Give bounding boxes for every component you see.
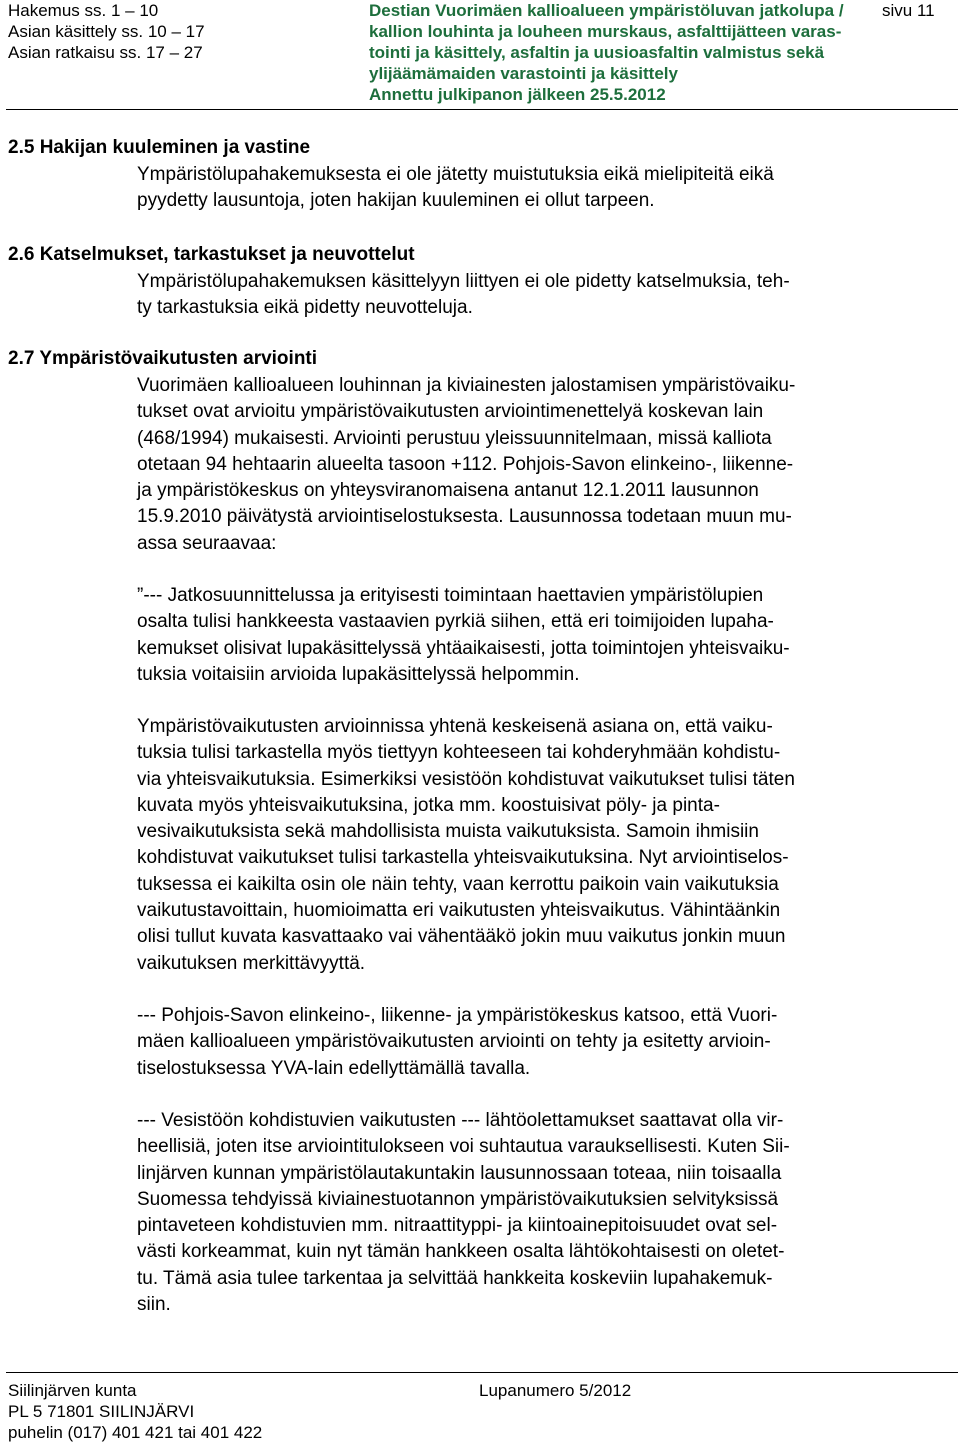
- text-line: pintaveteen kohdistuvien mm. nitraattityppi- ja kiintoainepitoisuudet ovat sel-: [137, 1215, 778, 1237]
- header-index-line: Asian ratkaisu ss. 17 – 27: [8, 43, 203, 62]
- text-line: Suomessa tehdyissä kiviainestuotannon ympäristövaikutuksien selvityksissä: [137, 1188, 779, 1210]
- header-title-line: Destian Vuorimäen kallioalueen ympäristöluvan jatkolupa /: [369, 1, 844, 20]
- footer-line: Siilinjärven kunta: [8, 1381, 137, 1400]
- text-line: via yhteisvaikutuksia. Esimerkiksi vesistöön kohdistuvat vaikutukset tulisi täten: [137, 768, 795, 790]
- text-line: heellisiä, joten itse arviointitulokseen voi suhtautua varauksellisesti. Kuten Sii-: [137, 1136, 790, 1158]
- text-line: vesivaikutuksista sekä mahdollisista muista vaikutuksista. Samoin ihmisiin: [137, 821, 759, 843]
- header-title-line: tointi ja käsittely, asfaltin ja uusioasfaltin valmistus sekä: [369, 43, 825, 62]
- text-line: ”--- Jatkosuunnittelussa ja erityisesti toimintaan haettavien ympäristölupien: [137, 585, 764, 606]
- text-line: västi korkeammat, kuin nyt tämän hankkeen osalta lähtökohtaisesti on oletet-: [137, 1241, 785, 1263]
- header-title-line: kallion louhinta ja louheen murskaus, asfalttijätteen varas-: [369, 22, 842, 41]
- text-line: tuksessa ei kaikilta osin ole näin tehty, vaan kerrottu paikoin vain vaikutuksia: [137, 873, 779, 895]
- section-body-2-5: [137, 162, 927, 215]
- header-divider: [6, 109, 958, 110]
- header-index-line: Hakemus ss. 1 – 10: [8, 1, 159, 20]
- quote-paragraph-1: [137, 583, 927, 688]
- header-index-line: Asian käsittely ss. 10 – 17: [8, 22, 205, 41]
- text-line: otetaan 94 hehtaarin alueelta tasoon +112. Pohjois-Savon elinkeino-, liikenne-: [137, 453, 794, 475]
- section-heading-2-6: 2.6 Katselmukset, tarkastukset ja neuvottelut: [8, 244, 415, 265]
- section-body-2-7: [137, 373, 927, 557]
- quote-paragraph-2: [137, 714, 927, 977]
- text-line: assa seuraavaa:: [137, 532, 277, 554]
- section-heading-2-5: 2.5 Hakijan kuuleminen ja vastine: [8, 137, 311, 158]
- header-document-title: [369, 0, 869, 105]
- text-line: --- Pohjois-Savon elinkeino-, liikenne- ja ympäristökeskus katsoo, että Vuori-: [137, 1005, 778, 1026]
- footer-permit-number: Lupanumero 5/2012: [479, 1381, 632, 1400]
- text-line: tu. Tämä asia tulee tarkentaa ja selvittää hankkeita koskeviin lupahakemuk-: [137, 1267, 773, 1289]
- header-title-line: ylijäämämaiden varastointi ja käsittely: [369, 64, 678, 83]
- text-line: Ympäristövaikutusten arvioinnissa yhtenä keskeisenä asiana on, että vaiku-: [137, 716, 773, 737]
- text-line: 15.9.2010 päivätystä arviointiselostuksesta. Lausunnossa todetaan muun mu-: [137, 506, 792, 528]
- footer-line: PL 5 71801 SIILINJÄRVI: [8, 1402, 195, 1421]
- text-line: tiselostuksessa YVA-lain edellyttämällä tavalla.: [137, 1057, 531, 1079]
- text-line: osalta tulisi hankkeesta vastaavien pyrkiä siihen, että eri toimijoiden lupaha-: [137, 611, 774, 633]
- text-line: mäen kallioalueen ympäristövaikutusten arviointi on tehty ja esitetty arvioin-: [137, 1031, 771, 1053]
- quote-paragraph-3: [137, 1003, 927, 1082]
- text-line: Ympäristölupahakemuksesta ei ole jätetty muistutuksia eikä mielipiteitä eikä: [137, 164, 774, 185]
- text-line: (468/1994) mukaisesti. Arviointi perustuu yleissuunnitelmaan, missä kalliota: [137, 427, 772, 449]
- text-line: Vuorimäen kallioalueen louhinnan ja kiviainesten jalostamisen ympäristövaiku-: [137, 375, 796, 396]
- text-line: ty tarkastuksia eikä pidetty neuvotteluja.: [137, 297, 473, 319]
- quote-paragraph-4: [137, 1108, 927, 1318]
- text-line: pyydetty lausuntoja, joten hakijan kuuleminen ei ollut tarpeen.: [137, 190, 655, 212]
- text-line: kohdistuvat vaikutukset tulisi tarkastella yhteisvaikutuksina. Nyt arviointiselos-: [137, 847, 789, 869]
- text-line: tuksia voitaisiin arvioida lupakäsittelyssä helpommin.: [137, 663, 580, 685]
- text-line: siin.: [137, 1294, 171, 1316]
- text-line: linjärven kunnan ympäristölautakuntakin lausunnossaan toteaa, niin toisaalla: [137, 1162, 782, 1184]
- text-line: kemukset olisivat lupakäsittelyssä yhtäaikaisesti, jotta toimintojen yhteisvaiku-: [137, 637, 790, 659]
- text-line: vaikutustavoittain, huomioimatta eri vaikutusten yhteisvaikutus. Vähintäänkin: [137, 900, 781, 922]
- header-title-line: Annettu julkipanon jälkeen 25.5.2012: [369, 85, 666, 104]
- text-line: olisi tullut kuvata kasvattaako vai vähentääkö jokin muu vaikutus jonkin muun: [137, 926, 786, 948]
- footer-line: puhelin (017) 401 421 tai 401 422: [8, 1423, 263, 1442]
- header-case-index: [8, 0, 205, 63]
- section-body-2-6: [137, 269, 927, 322]
- text-line: vaikutuksen merkittävyyttä.: [137, 952, 366, 974]
- text-line: Ympäristölupahakemuksen käsittelyyn liittyen ei ole pidetty katselmuksia, teh-: [137, 271, 790, 292]
- text-line: --- Vesistöön kohdistuvien vaikutusten --- lähtöolettamukset saattavat olla vir-: [137, 1110, 784, 1131]
- text-line: ja ympäristökeskus on yhteysviranomaisena antanut 12.1.2011 lausunnon: [137, 480, 759, 502]
- text-line: tukset ovat arvioitu ympäristövaikutusten arviointimenettelyä koskevan lain: [137, 401, 764, 423]
- page-number: sivu 11: [882, 1, 935, 20]
- text-line: tuksia tulisi tarkastella myös tiettyyn kohteeseen tai kohderyhmään kohdistu-: [137, 742, 781, 764]
- text-line: kuvata myös yhteisvaikutuksina, jotka mm. koostuisivat pöly- ja pinta-: [137, 794, 720, 816]
- footer-address: [8, 1380, 262, 1443]
- footer-divider: [6, 1372, 958, 1373]
- section-heading-2-7: 2.7 Ympäristövaikutusten arviointi: [8, 348, 318, 369]
